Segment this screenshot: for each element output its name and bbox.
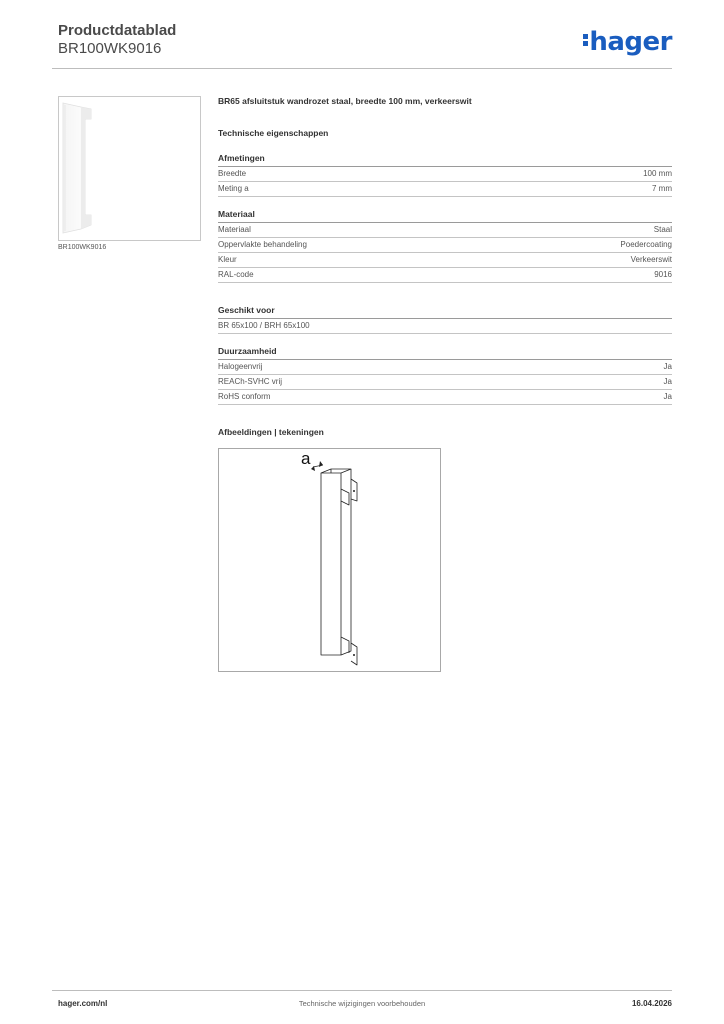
property-label: Halogeenvrij [218,362,263,371]
logo-text: hager [589,27,672,57]
property-value: Ja [663,392,672,401]
property-row [218,238,672,253]
property-label: Kleur [218,255,237,264]
footer-disclaimer: Technische wijzigingen voorbehouden [298,999,426,1008]
group-dimensions [218,153,672,197]
drawings-title: Afbeeldingen | tekeningen [218,427,324,437]
property-row [218,223,672,238]
property-label: Oppervlakte behandeling [218,240,307,249]
property-label: Materiaal [218,225,251,234]
product-image-caption: BR100WK9016 [58,244,107,251]
property-row [218,375,672,390]
property-value: Ja [663,362,672,371]
property-row [218,253,672,268]
property-value: Verkeerswit [630,255,672,264]
property-label: Meting a [218,184,249,193]
property-value: 100 mm [643,169,672,178]
product-code: BR100WK9016 [58,40,162,57]
group-title: Materiaal [218,209,672,223]
property-value: Ja [663,377,672,386]
document-title: Productdatablad [58,22,177,39]
property-row [218,182,672,197]
dimension-label-a: a [301,449,311,468]
property-value: Poedercoating [620,240,672,249]
property-row [218,268,672,283]
header-divider [52,68,672,69]
group-material [218,209,672,283]
end-piece-drawing-icon [219,449,440,671]
product-image [58,96,201,241]
product-description: BR65 afsluitstuk wandrozet staal, breedte 100 mm, verkeerswit [218,96,472,106]
property-label: RoHS conform [218,392,271,401]
property-value: 9016 [654,270,672,279]
footer-date: 16.04.2026 [631,999,672,1008]
hager-logo [583,27,672,57]
product-photo-icon [59,97,200,240]
group-suitable-for [218,305,672,334]
section-title: Technische eigenschappen [218,128,329,138]
property-row [218,360,672,375]
property-label: BR 65x100 / BRH 65x100 [218,321,310,330]
technical-drawing [218,448,441,672]
footer-website-link[interactable]: hager.com/nl [58,999,108,1008]
property-label: RAL-code [218,270,254,279]
product-details [218,96,672,672]
footer-divider [52,990,672,991]
property-row [218,390,672,405]
group-sustainability [218,346,672,405]
group-title: Geschikt voor [218,305,672,319]
property-row [218,167,672,182]
property-label: REACh-SVHC vrij [218,377,283,386]
logo-mark-icon [583,32,588,48]
group-title: Duurzaamheid [218,346,672,360]
property-row [218,319,672,334]
group-title: Afmetingen [218,153,672,167]
property-value: Staal [653,225,672,234]
property-value: 7 mm [652,184,672,193]
property-label: Breedte [218,169,247,178]
